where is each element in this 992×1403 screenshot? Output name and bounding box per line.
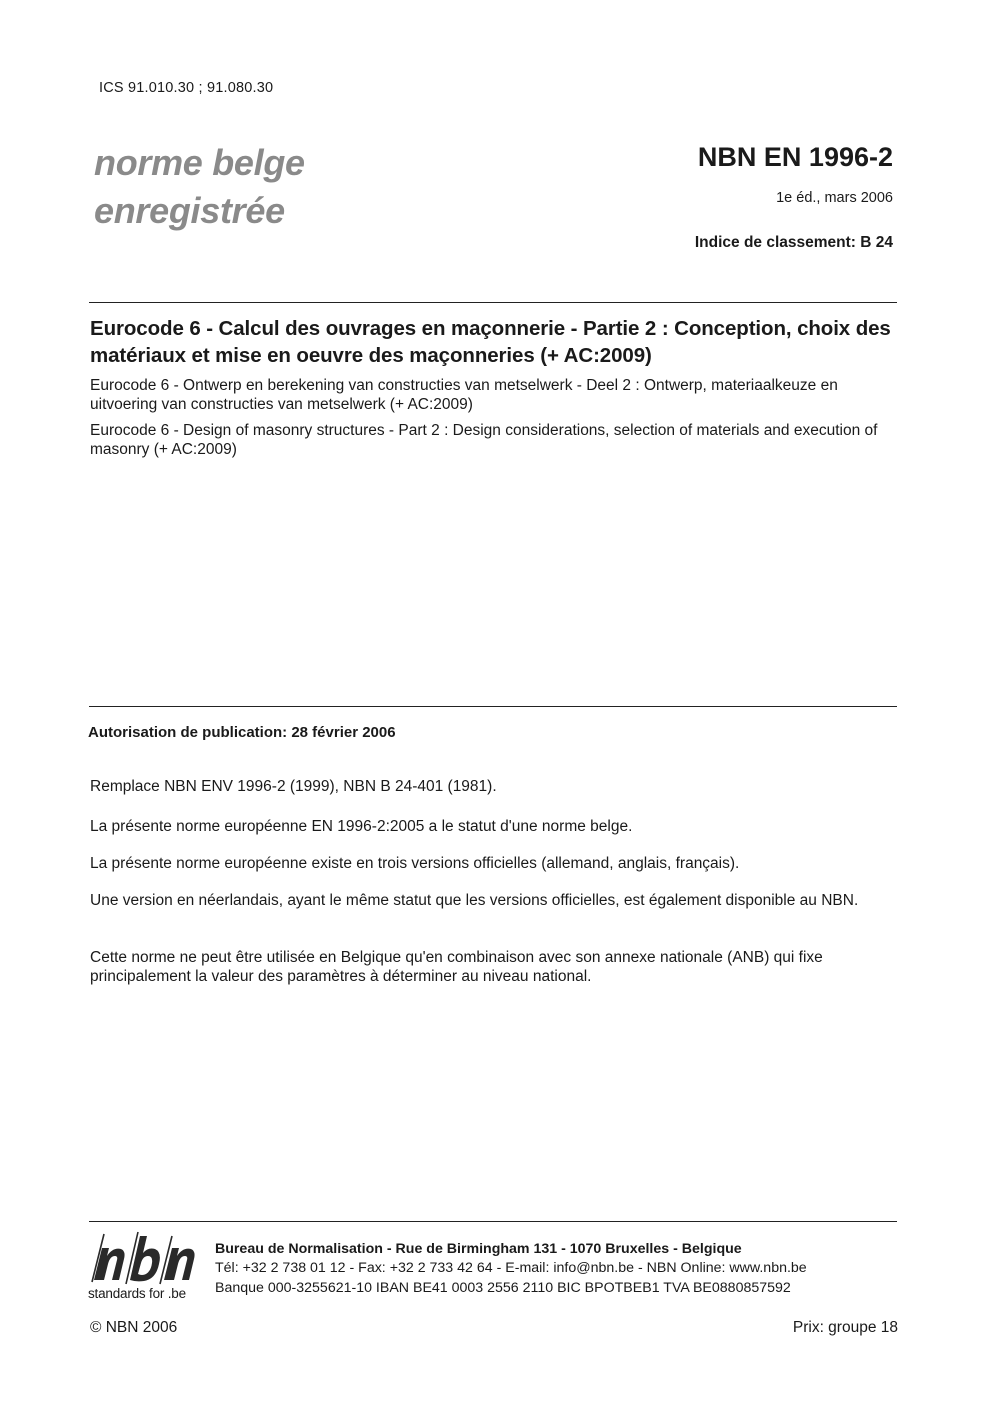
price-group: Prix: groupe 18 (792, 1319, 898, 1336)
nbn-logo-mark (88, 1230, 203, 1288)
publication-authorization: Autorisation de publication: 28 février 2006 (88, 724, 396, 741)
paragraph-versions: La présente norme européenne existe en trois versions officielles (allemand, anglais, français). (90, 855, 740, 872)
footer-contact: Tél: +32 2 738 01 12 - Fax: +32 2 733 42 64 - E-mail: info@nbn.be - NBN Online: www.nbn.be (215, 1260, 807, 1276)
copyright: © NBN 2006 (90, 1319, 178, 1336)
paragraph-dutch-version: Une version en néerlandais, ayant le même statut que les versions officielles, est également disponible au NBN. (90, 892, 859, 909)
footer-address: Bureau de Normalisation - Rue de Birmingham 131 - 1070 Bruxelles - Belgique (215, 1241, 742, 1257)
brand-line-1: norme belge (94, 142, 305, 183)
nbn-logo-tagline: standards for .be (88, 1286, 186, 1301)
paragraph-replaces: Remplace NBN ENV 1996-2 (1999), NBN B 24-401 (1981). (90, 778, 497, 795)
edition-date: 1e éd., mars 2006 (776, 190, 893, 206)
standard-number: NBN EN 1996-2 (697, 142, 893, 172)
divider-top (89, 302, 897, 303)
paragraph-national-annex: Cette norme ne peut être utilisée en Belgique qu'en combinaison avec son annexe nationale (ANB) qui fixe principalement la valeur des paramètres à déterminer au niveau national. (90, 949, 823, 985)
ics-codes: ICS 91.010.30 ; 91.080.30 (99, 80, 274, 96)
divider-footer (89, 1221, 897, 1222)
footer-bank: Banque 000-3255621-10 IBAN BE41 0003 2556 2110 BIC BPOTBEB1 TVA BE0880857592 (215, 1280, 791, 1296)
paragraph-status: La présente norme européenne EN 1996-2:2005 a le statut d'une norme belge. (90, 818, 633, 835)
classification-index: Indice de classement: B 24 (694, 234, 893, 251)
brand-line-2: enregistrée (94, 190, 285, 231)
title-dutch: Eurocode 6 - Ontwerp en berekening van constructies van metselwerk - Deel 2 : Ontwerp, materiaalkeuze en uitvoering van constructies van metselwerk (+ AC:2009) (90, 377, 838, 413)
title-english: Eurocode 6 - Design of masonry structures - Part 2 : Design considerations, selection of materials and execution of masonry (+ AC:2009) (90, 422, 878, 458)
divider-middle (89, 706, 897, 707)
title-french: Eurocode 6 - Calcul des ouvrages en maçonnerie - Partie 2 : Conception, choix des matériaux et mise en oeuvre des maçonneries (+ AC:2009) (90, 317, 891, 367)
nbn-logo (88, 1230, 203, 1305)
